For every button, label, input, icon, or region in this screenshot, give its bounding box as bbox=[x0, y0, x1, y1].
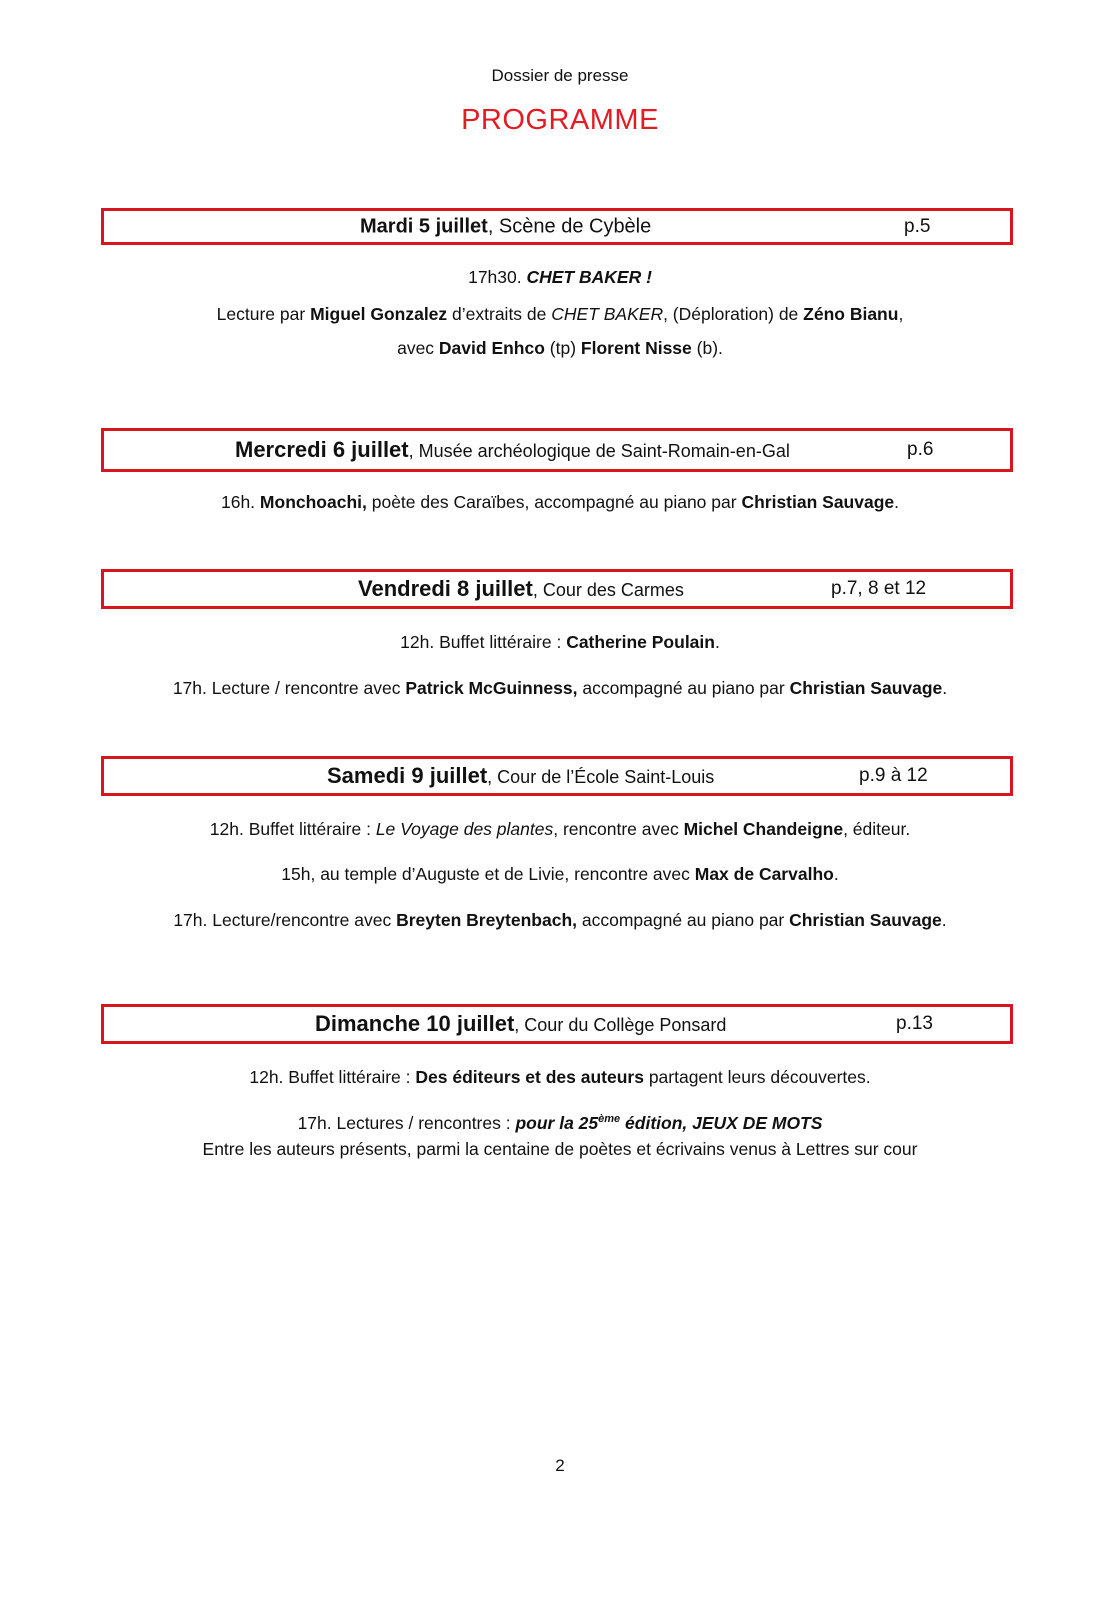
event-text: 12h. Buffet littéraire : bbox=[249, 1067, 416, 1087]
event-person: Max de Carvalho bbox=[694, 864, 834, 884]
day-header-vendredi bbox=[101, 569, 1013, 609]
event-highlight-superscript: ème bbox=[598, 1113, 621, 1126]
event-person: Christian Sauvage bbox=[789, 678, 943, 698]
day-name: Mardi 5 juillet bbox=[360, 215, 488, 237]
page-title: PROGRAMME bbox=[461, 104, 659, 136]
event-work-title: CHET BAKER bbox=[551, 304, 664, 324]
event-work-title: Le Voyage des plantes bbox=[375, 819, 554, 839]
event-text: , bbox=[898, 304, 904, 324]
day-label bbox=[360, 215, 651, 238]
day-name: Dimanche 10 juillet bbox=[315, 1011, 515, 1036]
event-text: 17h. Lecture / rencontre avec bbox=[172, 678, 406, 698]
event-text: poète des Caraïbes, accompagné au piano par bbox=[366, 492, 742, 512]
event-line bbox=[0, 910, 1099, 931]
event-line bbox=[0, 492, 1099, 513]
day-venue: , Cour des Carmes bbox=[532, 580, 684, 600]
event-person: Zéno Bianu bbox=[803, 304, 899, 324]
day-name: Vendredi 8 juillet bbox=[358, 576, 533, 601]
day-venue: , Musée archéologique de Saint-Romain-en-Gal bbox=[408, 441, 790, 461]
page-reference: p.9 à 12 bbox=[859, 765, 928, 786]
event-text: 12h. Buffet littéraire : bbox=[400, 632, 567, 652]
day-header-mardi bbox=[101, 208, 1013, 245]
event-text: 17h. Lectures / rencontres : bbox=[297, 1113, 516, 1133]
event-title: CHET BAKER ! bbox=[526, 267, 652, 287]
day-label bbox=[358, 576, 684, 602]
event-person: Christian Sauvage bbox=[741, 492, 895, 512]
day-label bbox=[315, 1011, 726, 1037]
event-line bbox=[0, 678, 1099, 699]
event-text: Lecture par bbox=[216, 304, 311, 324]
day-label bbox=[235, 437, 790, 463]
event-person: Des éditeurs et des auteurs bbox=[415, 1067, 644, 1087]
day-venue: , Scène de Cybèle bbox=[487, 215, 652, 237]
event-text: accompagné au piano par bbox=[577, 910, 790, 930]
event-line bbox=[0, 1067, 1099, 1088]
day-name: Mercredi 6 juillet bbox=[235, 437, 409, 462]
day-label bbox=[327, 763, 714, 789]
event-text: . bbox=[833, 864, 839, 884]
event-text: partagent leurs découvertes. bbox=[643, 1067, 871, 1087]
event-text: . bbox=[941, 910, 947, 930]
event-time: 17h30. bbox=[468, 267, 527, 287]
day-venue: , Cour du Collège Ponsard bbox=[514, 1015, 727, 1035]
event-person: Florent Nisse bbox=[580, 338, 692, 358]
day-header-mercredi bbox=[101, 428, 1013, 472]
event-person: Breyten Breytenbach, bbox=[396, 910, 577, 930]
event-text: . bbox=[714, 632, 720, 652]
event-text: , rencontre avec bbox=[553, 819, 684, 839]
page-reference: p.6 bbox=[907, 439, 934, 460]
event-person: Miguel Gonzalez bbox=[310, 304, 448, 324]
event-person: Monchoachi, bbox=[259, 492, 367, 512]
event-line bbox=[0, 1139, 1099, 1160]
event-text: 15h, au temple d’Auguste et de Livie, rencontre avec bbox=[281, 864, 695, 884]
event-text: Entre les auteurs présents, parmi la centaine de poètes et écrivains venus à Lettres sur cour bbox=[202, 1139, 918, 1159]
event-line bbox=[0, 632, 1099, 653]
page-number: 2 bbox=[555, 1456, 565, 1475]
event-line bbox=[0, 267, 1099, 288]
event-line bbox=[0, 304, 1099, 325]
event-text: . bbox=[942, 678, 948, 698]
event-text: 17h. Lecture/rencontre avec bbox=[173, 910, 397, 930]
event-highlight: édition, JEUX DE MOTS bbox=[620, 1113, 823, 1133]
event-line bbox=[0, 1113, 1099, 1134]
event-person: Christian Sauvage bbox=[789, 910, 942, 930]
event-line bbox=[0, 819, 1099, 840]
day-venue: , Cour de l’École Saint-Louis bbox=[487, 767, 715, 787]
event-person: Catherine Poulain bbox=[566, 632, 715, 652]
event-line bbox=[0, 864, 1099, 885]
event-person: David Enhco bbox=[438, 338, 545, 358]
document-header: Dossier de presse bbox=[491, 66, 629, 85]
event-line bbox=[0, 338, 1099, 359]
event-person: Patrick McGuinness, bbox=[405, 678, 578, 698]
event-text: d’extraits de bbox=[447, 304, 552, 324]
event-text: 12h. Buffet littéraire : bbox=[209, 819, 376, 839]
day-name: Samedi 9 juillet bbox=[327, 763, 488, 788]
event-text: . bbox=[894, 492, 900, 512]
event-text: (tp) bbox=[544, 338, 581, 358]
event-highlight: pour la 25 bbox=[515, 1113, 599, 1133]
event-text: , éditeur. bbox=[843, 819, 911, 839]
event-time: 16h. bbox=[220, 492, 260, 512]
day-header-dimanche bbox=[101, 1004, 1013, 1044]
day-header-samedi bbox=[101, 756, 1013, 796]
event-person: Michel Chandeigne bbox=[683, 819, 844, 839]
page-reference: p.7, 8 et 12 bbox=[831, 578, 927, 599]
event-text: avec bbox=[397, 338, 439, 358]
page-reference: p.13 bbox=[896, 1013, 933, 1034]
event-text: accompagné au piano par bbox=[577, 678, 790, 698]
page-reference: p.5 bbox=[904, 215, 931, 237]
event-text: (b). bbox=[691, 338, 723, 358]
event-text: , (Déploration) de bbox=[663, 304, 804, 324]
